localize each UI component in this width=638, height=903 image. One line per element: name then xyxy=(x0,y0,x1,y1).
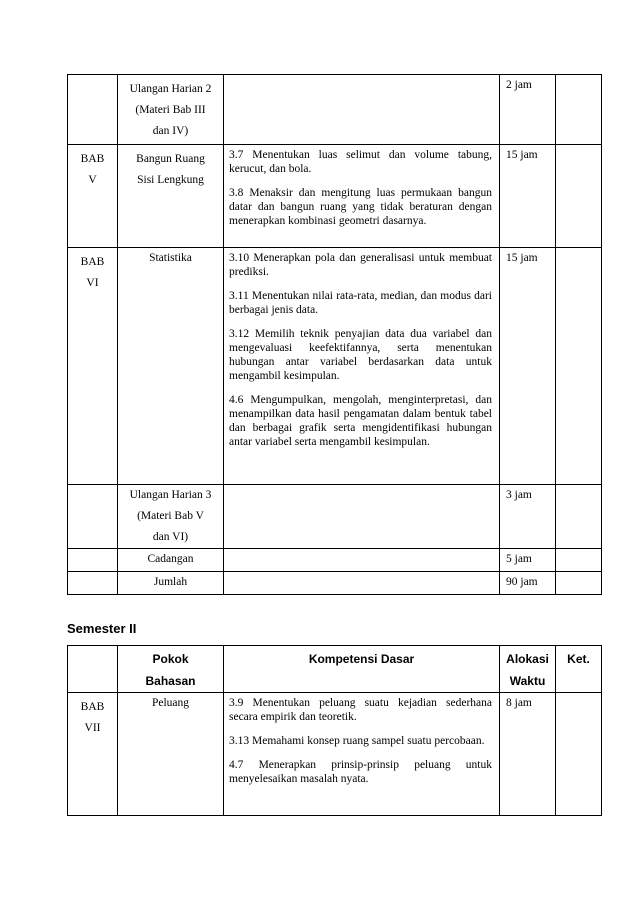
alokasi-cell: 90 jam xyxy=(500,572,556,595)
syllabus-table-semester-2 xyxy=(67,645,602,816)
bab-cell: BAB VI xyxy=(68,248,118,485)
kd-cell xyxy=(224,693,500,816)
bab-cell xyxy=(68,549,118,572)
table-header-row xyxy=(68,646,602,693)
ket-cell xyxy=(556,248,602,485)
materi-cell: Statistika xyxy=(118,248,224,485)
kd-cell xyxy=(224,248,500,485)
materi-cell: Jumlah xyxy=(118,572,224,595)
bab-cell: BAB V xyxy=(68,145,118,248)
table-row xyxy=(68,693,602,816)
kd-cell xyxy=(224,572,500,595)
kd-item: 3.10 Menerapkan pola dan generalisasi untuk membuat prediksi. xyxy=(229,252,492,278)
materi-cell: Bangun Ruang Sisi Lengkung xyxy=(118,145,224,248)
table-row xyxy=(68,572,602,595)
materi-cell: Peluang xyxy=(118,693,224,816)
kd-item: 3.9 Menentukan peluang suatu kejadian sederhana secara empirik dan teoretik. xyxy=(229,697,492,723)
syllabus-table-semester-1 xyxy=(67,74,602,595)
table-row xyxy=(68,248,602,485)
kd-item: 4.6 Mengumpulkan, mengolah, menginterpretasi, dan menampilkan data hasil pengamatan dalam bentuk tabel dan berbagai grafik serta mengidentifikasi hubungan antar variabel serta mengambil kesimpulan. xyxy=(229,394,492,448)
table-row xyxy=(68,75,602,145)
header-alokasi-waktu: Alokasi Waktu xyxy=(500,646,556,693)
materi-cell: Ulangan Harian 2 (Materi Bab III dan IV) xyxy=(118,75,224,145)
header-bab xyxy=(68,646,118,693)
alokasi-cell: 8 jam xyxy=(500,693,556,816)
alokasi-cell: 15 jam xyxy=(500,145,556,248)
header-ket: Ket. xyxy=(556,646,602,693)
table-row xyxy=(68,549,602,572)
materi-cell: Cadangan xyxy=(118,549,224,572)
bab-cell: BAB VII xyxy=(68,693,118,816)
kd-cell xyxy=(224,75,500,145)
kd-cell xyxy=(224,145,500,248)
kd-item: 3.7 Menentukan luas selimut dan volume tabung, kerucut, dan bola. xyxy=(229,149,492,175)
kd-item: 3.8 Menaksir dan mengitung luas permukaan bangun datar dan bangun ruang yang tidak beraturan dengan menerapkan kombinasi geometri dasarnya. xyxy=(229,187,492,227)
ket-cell xyxy=(556,145,602,248)
bab-cell xyxy=(68,75,118,145)
header-kompetensi-dasar: Kompetensi Dasar xyxy=(224,646,500,693)
ket-cell xyxy=(556,485,602,549)
ket-cell xyxy=(556,693,602,816)
kd-item: 3.13 Memahami konsep ruang sampel suatu percobaan. xyxy=(229,735,485,747)
table-row xyxy=(68,485,602,549)
kd-cell xyxy=(224,549,500,572)
bab-cell xyxy=(68,485,118,549)
bab-cell xyxy=(68,572,118,595)
kd-item: 3.11 Menentukan nilai rata-rata, median, dan modus dari berbagai jenis data. xyxy=(229,290,492,316)
semester-heading: Semester II xyxy=(67,621,137,636)
table-row xyxy=(68,145,602,248)
ket-cell xyxy=(556,75,602,145)
alokasi-cell: 2 jam xyxy=(500,75,556,145)
materi-cell: Ulangan Harian 3 (Materi Bab V dan VI) xyxy=(118,485,224,549)
header-pokok-bahasan: Pokok Bahasan xyxy=(118,646,224,693)
kd-cell xyxy=(224,485,500,549)
kd-item: 3.12 Memilih teknik penyajian data dua variabel dan mengevaluasi keefektifannya, serta menentukan hubungan antar variabel berdasarkan data untuk mengambil kesimpulan. xyxy=(229,328,492,382)
alokasi-cell: 3 jam xyxy=(500,485,556,549)
ket-cell xyxy=(556,549,602,572)
alokasi-cell: 5 jam xyxy=(500,549,556,572)
alokasi-cell: 15 jam xyxy=(500,248,556,485)
ket-cell xyxy=(556,572,602,595)
kd-item: 4.7 Menerapkan prinsip-prinsip peluang untuk menyelesaikan masalah nyata. xyxy=(229,759,492,785)
